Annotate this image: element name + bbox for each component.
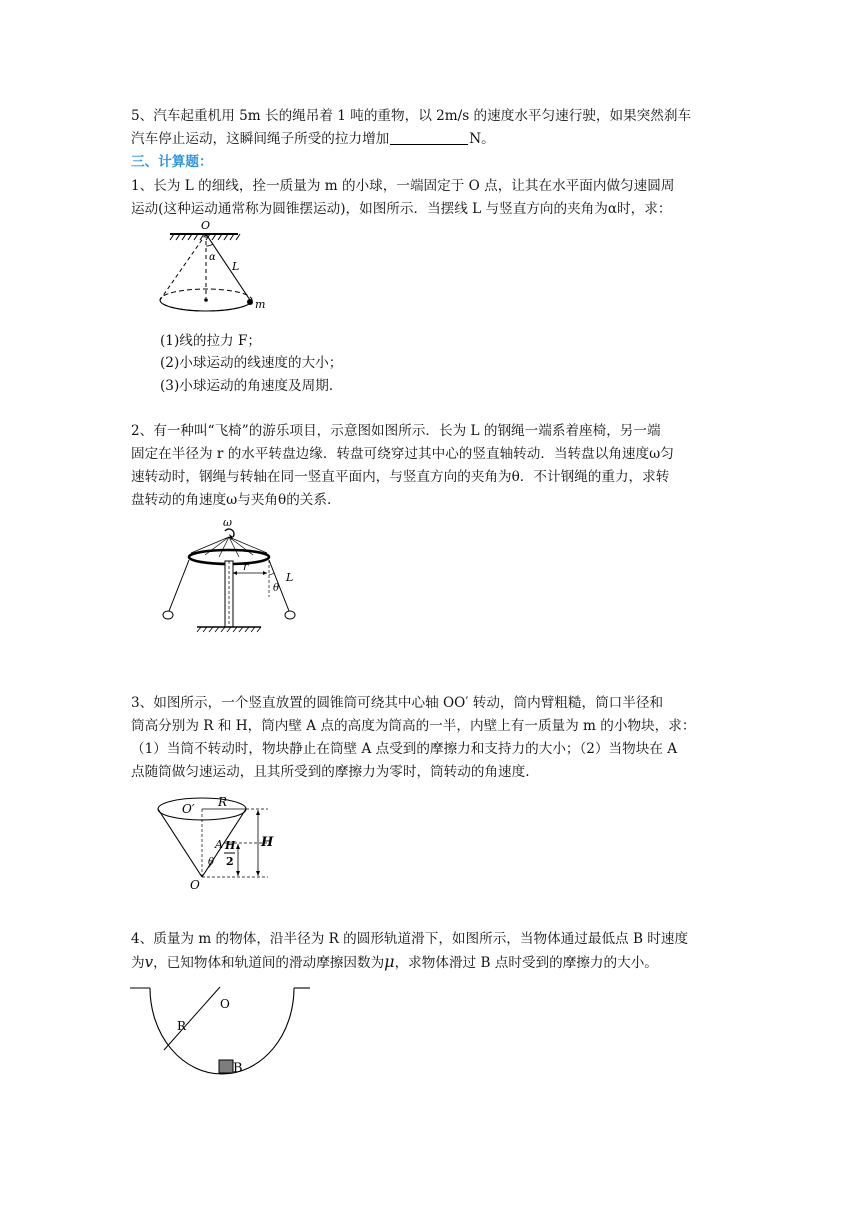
fig4-label-O: O — [220, 997, 230, 1011]
q5-line-2 — [131, 128, 495, 150]
q5-unit: N。 — [469, 131, 495, 147]
p1-item-1: (1)线的拉力 F； — [160, 333, 261, 349]
fig2-label-r: r — [243, 560, 249, 573]
fig3-label-O-prime: O′ — [182, 802, 195, 816]
fig4-label-B: B — [233, 1061, 243, 1076]
p4-line-2-a: 为 — [131, 955, 145, 971]
p4-line-2 — [131, 951, 658, 974]
fig4-label-R: R — [177, 1019, 187, 1033]
p1-item-2: (2)小球运动的线速度的大小； — [160, 355, 343, 371]
p3-line-2: 筒高分别为 R 和 H，筒内壁 A 点的高度为筒高的一半，内壁上有一质量为 m 的小物块，求： — [131, 718, 696, 734]
p2-line-3: 速转动时，钢绳与转轴在同一竖直平面内，与竖直方向的夹角为θ．不计钢绳的重力，求转 — [131, 469, 670, 485]
velocity-symbol: v — [144, 953, 154, 971]
q5-line-2-text: 汽车停止运动，这瞬间绳子所受的拉力增加 — [131, 131, 390, 147]
p1-line-1: 1、长为 L 的细线，拴一质量为 m 的小球，一端固定于 O 点，让其在水平面内做匀速圆周 — [131, 178, 675, 194]
p1-line-2: 运动(这种运动通常称为圆锥摆运动)，如图所示．当摆线 L 与竖直方向的夹角为α时，求： — [131, 201, 672, 217]
fig3-label-half-den: 2 — [226, 855, 234, 868]
conical-pendulum-figure — [150, 218, 270, 328]
fig2-label-omega: ω — [223, 516, 232, 529]
p1-item-3: (3)小球运动的角速度及周期. — [160, 378, 334, 394]
p2-line-4: 盘转动的角速度ω与夹角θ的关系. — [131, 492, 332, 508]
p3-line-1: 3、如图所示，一个竖直放置的圆锥筒可绕其中心轴 OO′ 转动，筒内臂粗糙，筒口半径和 — [131, 695, 664, 711]
p4-line-2-b: ，已知物体和轨道间的滑动摩擦因数为 — [153, 955, 385, 971]
fig3-label-theta: θ — [208, 857, 215, 868]
flying-chair-figure — [155, 515, 305, 635]
fig1-label-L: L — [232, 260, 240, 273]
p2-line-1: 2、有一种叫“飞椅”的游乐项目，示意图如图所示．长为 L 的钢绳一端系着座椅，另一端 — [131, 423, 661, 439]
q5-line-1: 5、汽车起重机用 5m 长的绳吊着 1 吨的重物，以 2m/s 的速度水平匀速行驶，如果突然刹车 — [131, 108, 692, 124]
fig3-label-R: R — [218, 795, 228, 809]
fig3-label-O: O — [190, 878, 200, 892]
p4-line-1: 4、质量为 m 的物体，沿半径为 R 的圆形轨道滑下，如图所示，当物体通过最低点 B 时速度 — [131, 931, 689, 947]
fig1-label-O: O — [201, 219, 211, 232]
circular-track-figure — [128, 982, 318, 1082]
answer-blank — [390, 130, 468, 145]
p4-line-2-c: ，求物体滑过 B 点时受到的摩擦力的大小。 — [394, 955, 658, 971]
p3-line-3: （1）当筒不转动时，物块静止在筒壁 A 点受到的摩擦力和支持力的大小；（2）当物块在 A — [131, 741, 678, 757]
fig3-label-A: A — [215, 838, 223, 851]
cone-figure — [152, 793, 282, 893]
mu-symbol: μ — [384, 952, 395, 971]
fig3-label-half-num: H — [225, 839, 236, 852]
fig3-label-H: H — [261, 835, 274, 850]
p3-line-4: 点随筒做匀速运动，且其所受到的摩擦力为零时，筒转动的角速度. — [131, 764, 530, 780]
section-title: 三、计算题： — [131, 154, 213, 170]
fig2-label-theta: θ — [273, 583, 280, 594]
fig2-label-L: L — [286, 571, 294, 584]
fig1-label-alpha: α — [209, 252, 216, 263]
fig1-label-m: m — [255, 298, 266, 311]
p2-line-2: 固定在半径为 r 的水平转盘边缘．转盘可绕穿过其中心的竖直轴转动．当转盘以角速度ω匀 — [131, 446, 674, 462]
